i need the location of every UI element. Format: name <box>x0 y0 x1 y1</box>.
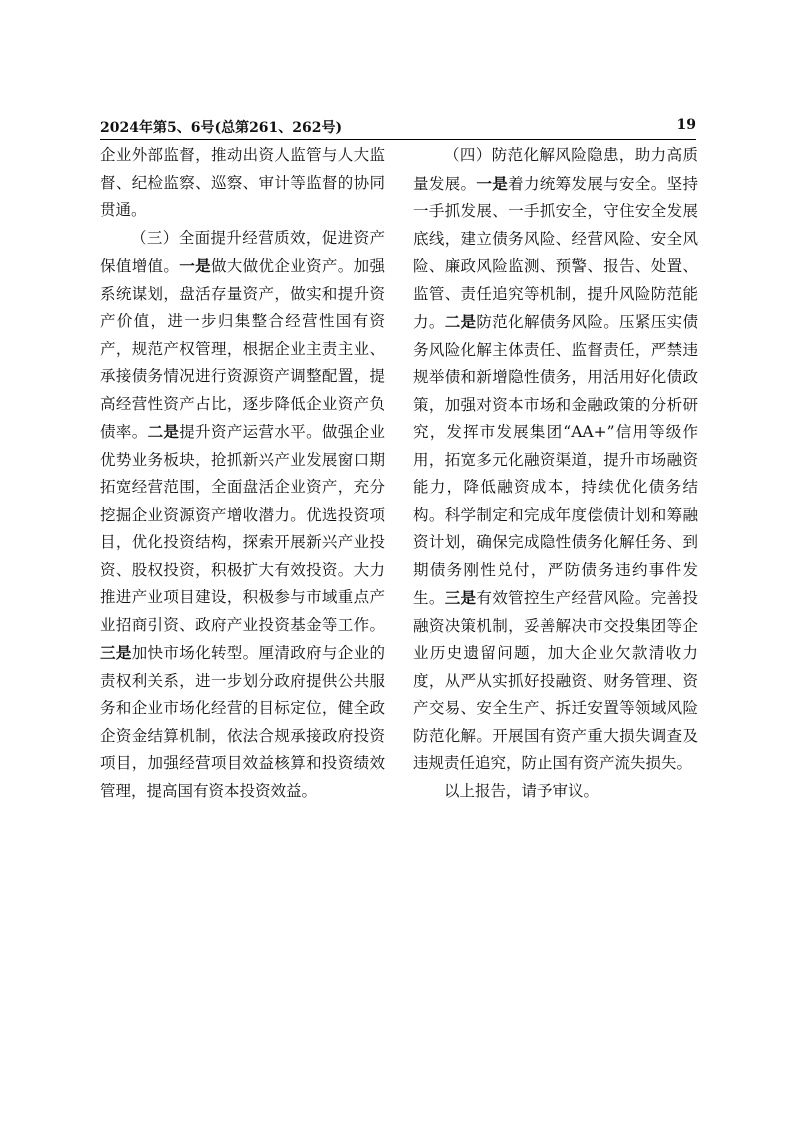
keyword-first: 一是 <box>476 173 509 193</box>
left-column <box>100 142 385 805</box>
paragraph-text: 有效管控生产经营风险。完善投融资决策机制，妥善解决市交投集团等企业历史遗留问题，加大企业欠款清收力度，从严从实抓好投融资、财务管理、资产交易、安全生产、拆迁安置等领域风险防范化解。开展国有资产重大损失调查及违规责任追究，防止国有资产流失损失。 <box>413 589 698 772</box>
paragraph-section-four <box>413 142 698 778</box>
page-number: 19 <box>676 117 696 133</box>
paragraph-section-three <box>100 225 385 806</box>
paragraph-text: 做大做优企业资产。加强系统谋划，盘活存量资产，做实和提升资产价值，进一步归集整合经营性国有资产，规范产权管理，根据企业主责主业、承接债务情况进行资源资产调整配置，提高经营性资产占比，逐步降低企业资产负债率。 <box>100 257 385 441</box>
keyword-second: 二是 <box>147 422 180 441</box>
keyword-third: 三是 <box>100 643 132 662</box>
section-heading: （四）防范化解风险隐患，助力高质量发展。 <box>413 146 698 193</box>
paragraph-text: 防范化解债务风险。压紧压实债务风险化解主体责任、监督责任，严禁违规举债和新增隐性债务，用活用好化债政策，加强对资本市场和金融政策的分析研究，发挥市发展集团“AA+”信用等级作用，拓宽多元化融资渠道，提升市场融资能力，降低融资成本，持续优化债务结构。科学制定和完成年度偿债计划和筹融资计划，确保完成隐性债务化解任务、到期债务刚性兑付，严防债务违约事件发生。 <box>413 313 698 607</box>
keyword-first: 一是 <box>179 256 211 275</box>
issue-label: 2024年第5、6号(总第261、262号) <box>100 120 343 136</box>
right-column <box>413 142 698 805</box>
section-heading: （三）全面提升经营质效，促进资产保值增值。 <box>100 228 385 275</box>
paragraph-text: 着力统筹发展与安全。坚持一手抓发展、一手抓安全，守住安全发展底线，建立债务风险、经营风险、安全风险、廉政风险监测、预警、报告、处置、监管、责任追究等机制，提升风险防范能力。 <box>413 174 698 331</box>
paragraph-text: 提升资产运营水平。做强企业优势业务板块，抢抓新兴产业发展窗口期拓宽经营范围，全面盘活企业资产，充分挖掘企业资源资产增收潜力。优选投资项目，优化投资结构，探索开展新兴产业投资、股权投资，积极扩大有效投资。大力推进产业项目建设，积极参与市域重点产业招商引资、政府产业投资基金等工作。 <box>100 423 385 634</box>
paragraph-continued: 企业外部监督，推动出资人监管与人大监督、纪检监察、巡察、审计等监督的协同贯通。 <box>100 146 385 219</box>
keyword-second: 二是 <box>444 312 477 331</box>
closing-paragraph: 以上报告，请予审议。 <box>444 781 600 800</box>
paragraph-text: 加快市场化转型。厘清政府与企业的责权利关系，进一步划分政府提供公共服务和企业市场化经营的目标定位，健全政企资金结算机制，依法合规承接政府投资项目，加强经营项目效益核算和投资绩效管理，提高国有资本投资效益。 <box>100 644 385 800</box>
running-header <box>100 117 696 140</box>
keyword-third: 三是 <box>444 588 477 607</box>
